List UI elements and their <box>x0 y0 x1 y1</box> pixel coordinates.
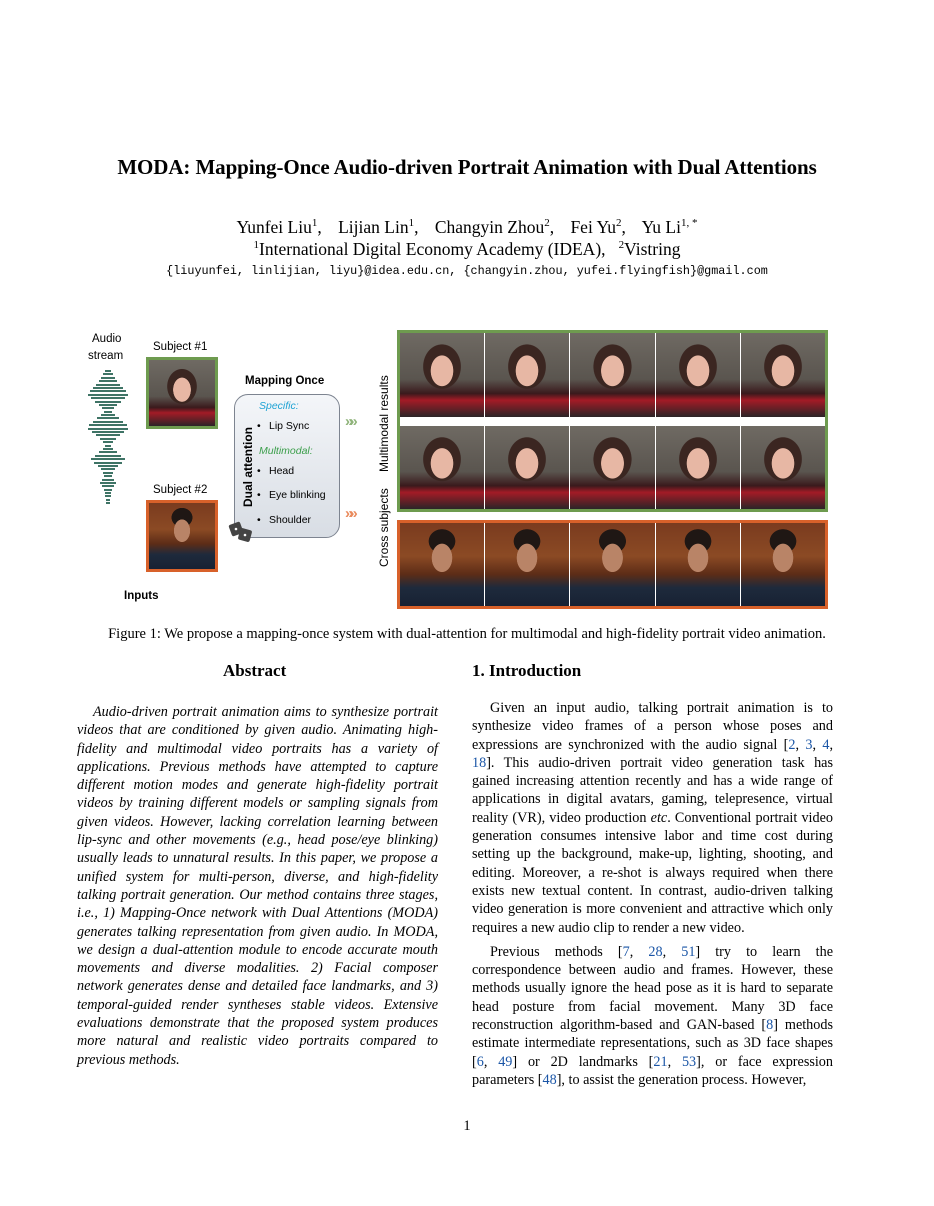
citation-link[interactable]: 3 <box>805 736 813 753</box>
result-frame <box>656 426 741 509</box>
waveform-bar <box>105 445 111 447</box>
result-frame <box>400 333 485 417</box>
author-name: Lijian Lin <box>338 217 409 237</box>
waveform-bar <box>103 441 113 443</box>
citation-link[interactable]: 18 <box>472 754 487 771</box>
intro-paragraph: Previous methods [7, 28, 51] try to learn the correspondence between audio and frames. However, these methods usually ignore the head pose as it is hard to separate head posture from facial movement. Many 3D face reconstruction algorithm-based and GAN-based [8] methods estimate intermediate representations, such as 3D face shapes [6, 49] or 2D landmarks [21, 53], or face expression parameters [48], to assist the generation process. However, <box>472 943 833 1088</box>
dual-attention-label: Dual attention <box>241 427 255 507</box>
waveform-bar <box>100 482 116 484</box>
waveform-bar <box>102 407 114 409</box>
chevron-right-icon: »» <box>345 413 354 430</box>
paper-title: MODA: Mapping-Once Audio-driven Portrait Animation with Dual Attentions <box>117 155 817 179</box>
subject2-label: Subject #2 <box>153 484 208 496</box>
multimodal-label: Multimodal: <box>259 445 313 457</box>
result-frame <box>485 426 570 509</box>
waveform-bar <box>106 502 110 504</box>
waveform-bar <box>100 438 116 440</box>
dice-icon <box>228 520 256 544</box>
author-mark: 2 <box>544 217 550 230</box>
affil-mark: 1 <box>253 239 260 252</box>
waveform-bar <box>95 455 121 457</box>
result-frame <box>656 333 741 417</box>
waveform-bar <box>99 451 117 453</box>
affil-name: Vistring <box>624 239 681 259</box>
waveform-bar <box>94 462 122 464</box>
citation-link[interactable]: 51 <box>681 943 696 960</box>
affil-mark: 2 <box>618 239 625 252</box>
waveform-bar <box>104 411 112 413</box>
author-mark: 2 <box>616 217 622 230</box>
introduction-body <box>472 699 833 1095</box>
affil-name: International Digital Economy Academy (IDEA), <box>259 239 606 259</box>
lip-sync-item: • Lip Sync <box>257 420 310 432</box>
author-name: Changyin Zhou <box>434 217 545 237</box>
multimodal-results-frame <box>397 330 828 512</box>
citation-link[interactable]: 7 <box>622 943 630 960</box>
waveform-bar <box>102 485 114 487</box>
citation-link[interactable]: 49 <box>498 1053 513 1070</box>
affiliations <box>0 239 934 260</box>
author-name: Yunfei Liu <box>236 217 312 237</box>
abstract-heading: Abstract <box>223 661 287 680</box>
result-frame <box>485 523 570 606</box>
chevron-right-icon: »» <box>345 505 354 522</box>
mapping-once-label: Mapping Once <box>245 375 325 387</box>
result-frame <box>570 523 655 606</box>
result-row <box>400 426 825 509</box>
subject1-image <box>146 357 218 429</box>
audio-label: Audio <box>92 333 122 345</box>
waveform-bar <box>95 401 121 403</box>
citation-link[interactable]: 28 <box>648 943 663 960</box>
result-frame <box>741 426 825 509</box>
result-frame <box>400 523 485 606</box>
waveform-bar <box>97 417 119 419</box>
eye-blinking-item: • Eye blinking <box>257 489 326 501</box>
citation-link[interactable]: 53 <box>681 1053 697 1070</box>
waveform-bar <box>93 387 123 389</box>
waveform-bar <box>99 404 117 406</box>
waveform-bar <box>103 472 113 474</box>
head-item: • Head <box>257 465 295 477</box>
waveform-bar <box>103 448 113 450</box>
waveform-bar <box>101 468 115 470</box>
shoulder-item: • Shoulder <box>257 514 312 526</box>
waveform-bar <box>103 373 113 375</box>
waveform-bar <box>105 370 111 372</box>
result-frame <box>400 426 485 509</box>
multimodal-results-label: Multimodal results <box>377 375 391 472</box>
result-frame <box>656 523 741 606</box>
mapping-once-module <box>234 394 340 538</box>
waveform-bar <box>101 377 115 379</box>
audio-waveform-icon <box>88 370 128 506</box>
cross-subjects-label: Cross subjects <box>377 488 391 567</box>
waveform-bar <box>96 434 120 436</box>
result-frame <box>741 523 825 606</box>
waveform-bar <box>90 390 126 392</box>
citation-link[interactable]: 21 <box>653 1053 668 1070</box>
author-mark: 1 <box>311 217 318 230</box>
cross-subject-frame <box>397 520 828 609</box>
result-frame <box>485 333 570 417</box>
waveform-bar <box>102 479 114 481</box>
author-mark: 1, * <box>680 217 698 230</box>
figure-caption: Figure 1: We propose a mapping-once system with dual-attention for multimodal and high-fidelity portrait video animation. <box>108 626 826 642</box>
subject1-label: Subject #1 <box>153 341 208 353</box>
result-frame <box>570 333 655 417</box>
introduction-heading: 1. Introduction <box>472 661 582 680</box>
stream-label: stream <box>88 350 124 362</box>
waveform-bar <box>98 465 118 467</box>
result-frame <box>570 426 655 509</box>
waveform-bar <box>105 495 111 497</box>
waveform-bar <box>88 428 128 430</box>
author-name: Yu Li <box>641 217 681 237</box>
subject2-image <box>146 500 218 572</box>
waveform-bar <box>105 492 111 494</box>
waveform-bar <box>91 397 125 399</box>
waveform-bar <box>96 384 120 386</box>
waveform-bar <box>92 431 124 433</box>
waveform-bar <box>91 458 125 460</box>
waveform-bar <box>106 499 110 501</box>
citation-link[interactable]: 4 <box>822 736 830 753</box>
citation-link[interactable]: 6 <box>476 1053 484 1070</box>
waveform-bar <box>93 421 123 423</box>
inputs-label: Inputs <box>124 590 159 602</box>
waveform-bar <box>99 380 117 382</box>
citation-link[interactable]: 2 <box>788 736 796 753</box>
author-emails: {liuyunfei, linlijian, liyu}@idea.edu.cn, {changyin.zhou, yufei.flyingfish}@gmail.com <box>166 264 768 278</box>
author-list: Yunfei Liu$^1$, Lijian Lin$^1$, Changyin Zhou$^2$, Fei Yu$^2$, Yu $Li^{1, *}$ <box>236 217 698 237</box>
author-name: Fei Yu <box>570 217 616 237</box>
result-row <box>400 523 825 606</box>
waveform-bar <box>104 489 112 491</box>
result-frame <box>741 333 825 417</box>
result-row <box>400 333 825 417</box>
waveform-bar <box>104 475 112 477</box>
waveform-bar <box>89 424 127 426</box>
author-mark: 1 <box>408 217 415 230</box>
citation-link[interactable]: 8 <box>766 1017 774 1034</box>
citation-link[interactable]: 48 <box>542 1071 557 1088</box>
waveform-bar <box>88 394 128 396</box>
intro-paragraph: Given an input audio, talking portrait animation is to synthesize video frames of a person whose poses and expressions are synchronized with the audio signal [2, 3, 4, 18]. This audio-driven portrait video generation task has gained increasing attention recently and has a wide range of applications in digital avatars, gaming, telepresence, virtual reality (VR), video production etc. Conventional portrait video generation consumes intensive labor and time cost during setting up the background, make-up, lighting, shooting, and editing. Moreover, a re-shot is always required when there exists new textual content. In contrast, audio-driven talking video generation is more convenient and attractive which only requires a new audio clip to render a new video. <box>472 700 833 936</box>
waveform-bar <box>101 414 115 416</box>
page-number: 1 <box>463 1118 471 1134</box>
abstract-body: Audio-driven portrait animation aims to synthesize portrait videos that are conditioned by given audio. Animating high-fidelity and multimodal video portraits has a variety of applications. Previous methods have attempted to capture different motion modes and generate high-fidelity portrait videos by training different models or sampling signals from given videos. However, lacking correlation learning between lip-sync and other movements (e.g., head pose/eye blinking) usually leads to unnatural results. In this paper, we propose a unified system for multi-person, diverse, and high-fidelity talking portrait generation. Our method contains three stages, i.e., 1) Mapping-Once network with Dual Attentions (MODA) generates talking representation from given audio. In MODA, we design a dual-attention module to encode accurate mouth movements and diverse modalities. 2) Facial composer network generates dense and detailed face landmarks, and 3) temporal-guided render syntheses stable videos. Extensive evaluations demonstrate that the proposed system produces more natural and realistic video portraits compared to previous methods. <box>77 704 438 1068</box>
specific-label: Specific: <box>259 400 299 412</box>
